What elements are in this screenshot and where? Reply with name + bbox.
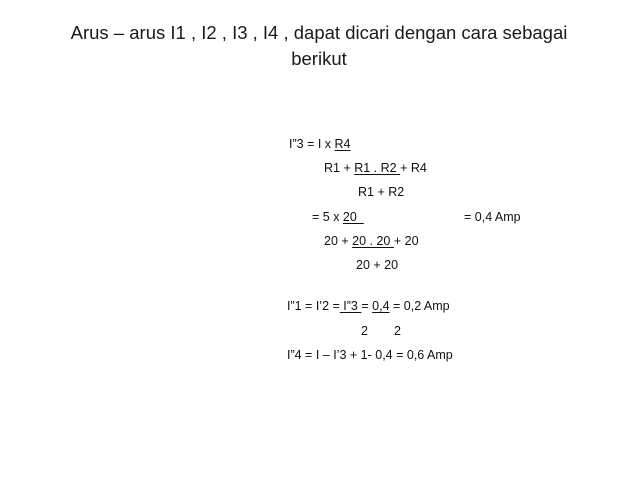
- title-line-1: Arus – arus I1 , I2 , I3 , I4 , dapat dicari dengan cara sebagai: [70, 22, 568, 43]
- formula-line-7: [287, 298, 450, 314]
- formula-text: + 20: [393, 234, 419, 248]
- formula-result-1: = 0,4 Amp: [464, 210, 521, 224]
- formula-line-6: 20 + 20: [356, 258, 399, 272]
- title-line-2: berikut: [291, 48, 347, 69]
- formula-text: I”1 = I’2 =: [287, 299, 340, 313]
- formula-underlined-text: R4: [334, 137, 351, 151]
- formula-text: 20 +: [324, 234, 353, 248]
- formula-underlined-text: 20: [342, 210, 364, 224]
- formula-line-1: [289, 136, 351, 152]
- formula-underlined-text: 20 . 20: [352, 234, 394, 248]
- formula-denominator-2: 2: [394, 324, 401, 338]
- formula-line-3: R1 + R2: [358, 185, 405, 199]
- formula-line-2: [324, 160, 427, 176]
- formula-line-4: [312, 209, 364, 225]
- formula-text: =: [361, 299, 373, 313]
- formula-underlined-text: R1 . R2: [354, 161, 401, 175]
- formula-underlined-text: 0,4: [372, 299, 390, 313]
- formula-denominator-1: 2: [361, 324, 368, 338]
- formula-text: + R4: [400, 161, 427, 175]
- formula-text: = 5 x: [312, 210, 343, 224]
- formula-text: I”3 = I x: [289, 137, 335, 151]
- formula-text: R1 +: [324, 161, 355, 175]
- formula-underlined-text: I”3: [339, 299, 362, 313]
- formula-text: = 0,2 Amp: [389, 299, 450, 313]
- formula-line-5: [324, 233, 419, 249]
- formula-line-9: I”4 = I – I’3 + 1- 0,4 = 0,6 Amp: [287, 348, 453, 362]
- slide-title: [30, 20, 608, 72]
